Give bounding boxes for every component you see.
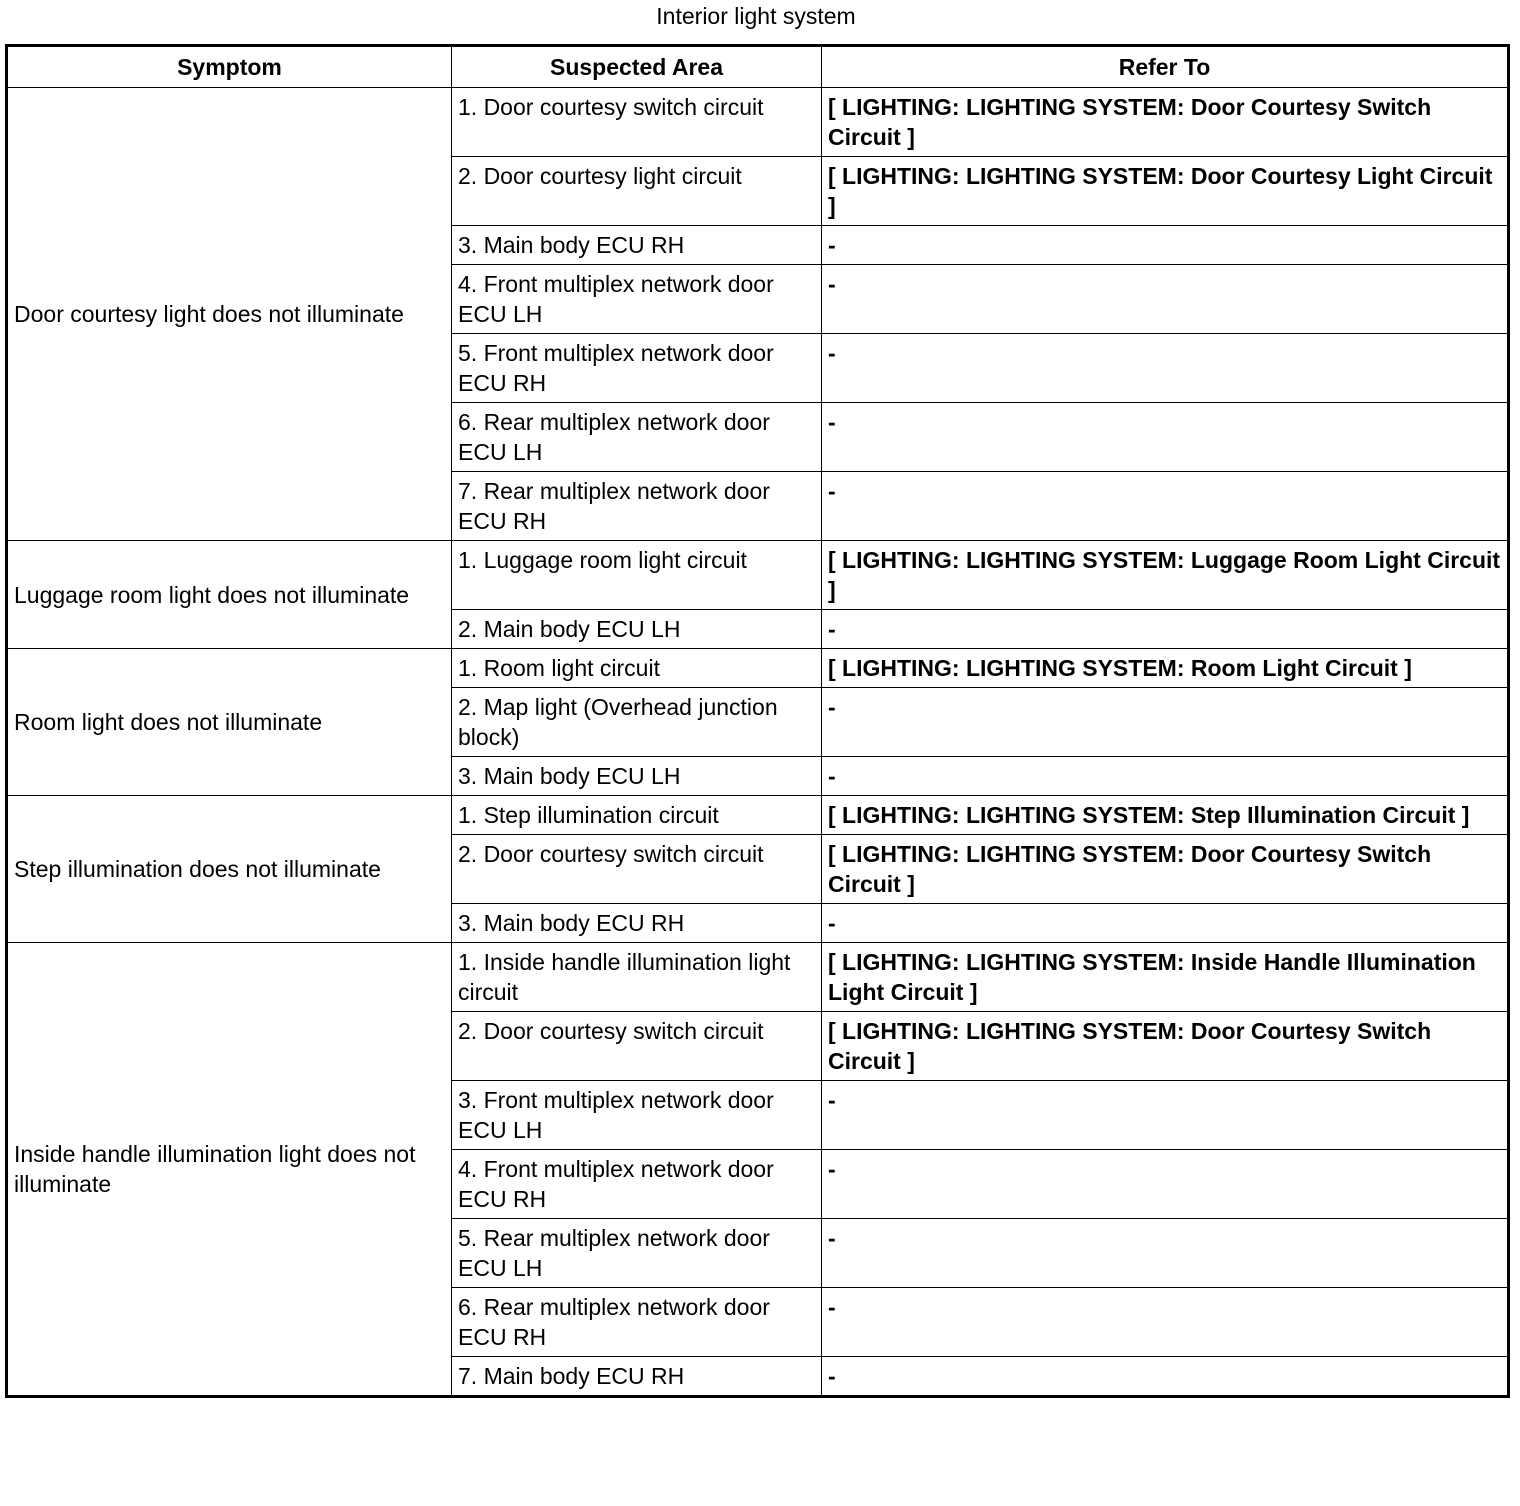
suspected-area-cell: 4. Front multiplex network door ECU RH <box>452 1150 822 1219</box>
refer-to-cell[interactable]: [ LIGHTING: LIGHTING SYSTEM: Door Courtesy Light Circuit ] <box>822 157 1509 226</box>
table-row <box>7 943 1509 1012</box>
symptom-cell: Step illumination does not illuminate <box>7 796 452 943</box>
header-refer-to: Refer To <box>822 46 1509 88</box>
refer-to-cell: - <box>822 1357 1509 1397</box>
suspected-area-cell: 1. Room light circuit <box>452 649 822 688</box>
refer-to-cell: - <box>822 1219 1509 1288</box>
refer-to-cell: - <box>822 334 1509 403</box>
refer-to-cell: - <box>822 610 1509 649</box>
refer-to-cell: - <box>822 403 1509 472</box>
symptom-cell: Door courtesy light does not illuminate <box>7 88 452 541</box>
refer-to-cell: - <box>822 472 1509 541</box>
suspected-area-cell: 1. Luggage room light circuit <box>452 541 822 610</box>
table-row <box>7 541 1509 610</box>
refer-to-cell: - <box>822 265 1509 334</box>
page-title: Interior light system <box>656 3 856 29</box>
table-row <box>7 649 1509 688</box>
symptom-cell: Inside handle illumination light does not illuminate <box>7 943 452 1397</box>
refer-to-cell[interactable]: [ LIGHTING: LIGHTING SYSTEM: Room Light Circuit ] <box>822 649 1509 688</box>
suspected-area-cell: 2. Main body ECU LH <box>452 610 822 649</box>
table-row <box>7 88 1509 157</box>
header-symptom: Symptom <box>7 46 452 88</box>
suspected-area-cell: 5. Front multiplex network door ECU RH <box>452 334 822 403</box>
suspected-area-cell: 1. Step illumination circuit <box>452 796 822 835</box>
table-row <box>7 796 1509 835</box>
suspected-area-cell: 5. Rear multiplex network door ECU LH <box>452 1219 822 1288</box>
refer-to-cell[interactable]: [ LIGHTING: LIGHTING SYSTEM: Door Courtesy Switch Circuit ] <box>822 1012 1509 1081</box>
suspected-area-cell: 2. Map light (Overhead junction block) <box>452 688 822 757</box>
refer-to-cell: - <box>822 1288 1509 1357</box>
suspected-area-cell: 4. Front multiplex network door ECU LH <box>452 265 822 334</box>
suspected-area-cell: 2. Door courtesy switch circuit <box>452 1012 822 1081</box>
refer-to-cell[interactable]: [ LIGHTING: LIGHTING SYSTEM: Door Courtesy Switch Circuit ] <box>822 88 1509 157</box>
suspected-area-cell: 1. Inside handle illumination light circuit <box>452 943 822 1012</box>
suspected-area-cell: 1. Door courtesy switch circuit <box>452 88 822 157</box>
suspected-area-cell: 6. Rear multiplex network door ECU LH <box>452 403 822 472</box>
header-suspected-area: Suspected Area <box>452 46 822 88</box>
suspected-area-cell: 3. Main body ECU LH <box>452 757 822 796</box>
refer-to-cell: - <box>822 757 1509 796</box>
table-body <box>7 88 1509 1397</box>
refer-to-cell: - <box>822 226 1509 265</box>
suspected-area-cell: 3. Front multiplex network door ECU LH <box>452 1081 822 1150</box>
suspected-area-cell: 2. Door courtesy light circuit <box>452 157 822 226</box>
refer-to-cell[interactable]: [ LIGHTING: LIGHTING SYSTEM: Step Illumination Circuit ] <box>822 796 1509 835</box>
refer-to-cell: - <box>822 904 1509 943</box>
symptom-cell: Room light does not illuminate <box>7 649 452 796</box>
refer-to-cell[interactable]: [ LIGHTING: LIGHTING SYSTEM: Door Courtesy Switch Circuit ] <box>822 835 1509 904</box>
suspected-area-cell: 2. Door courtesy switch circuit <box>452 835 822 904</box>
refer-to-cell: - <box>822 688 1509 757</box>
header-row <box>7 46 1509 88</box>
symptom-cell: Luggage room light does not illuminate <box>7 541 452 649</box>
refer-to-cell: - <box>822 1150 1509 1219</box>
problem-symptoms-table <box>5 44 1510 1398</box>
suspected-area-cell: 3. Main body ECU RH <box>452 226 822 265</box>
refer-to-cell[interactable]: [ LIGHTING: LIGHTING SYSTEM: Luggage Room Light Circuit ] <box>822 541 1509 610</box>
suspected-area-cell: 6. Rear multiplex network door ECU RH <box>452 1288 822 1357</box>
suspected-area-cell: 3. Main body ECU RH <box>452 904 822 943</box>
suspected-area-cell: 7. Rear multiplex network door ECU RH <box>452 472 822 541</box>
refer-to-cell: - <box>822 1081 1509 1150</box>
refer-to-cell[interactable]: [ LIGHTING: LIGHTING SYSTEM: Inside Handle Illumination Light Circuit ] <box>822 943 1509 1012</box>
suspected-area-cell: 7. Main body ECU RH <box>452 1357 822 1397</box>
